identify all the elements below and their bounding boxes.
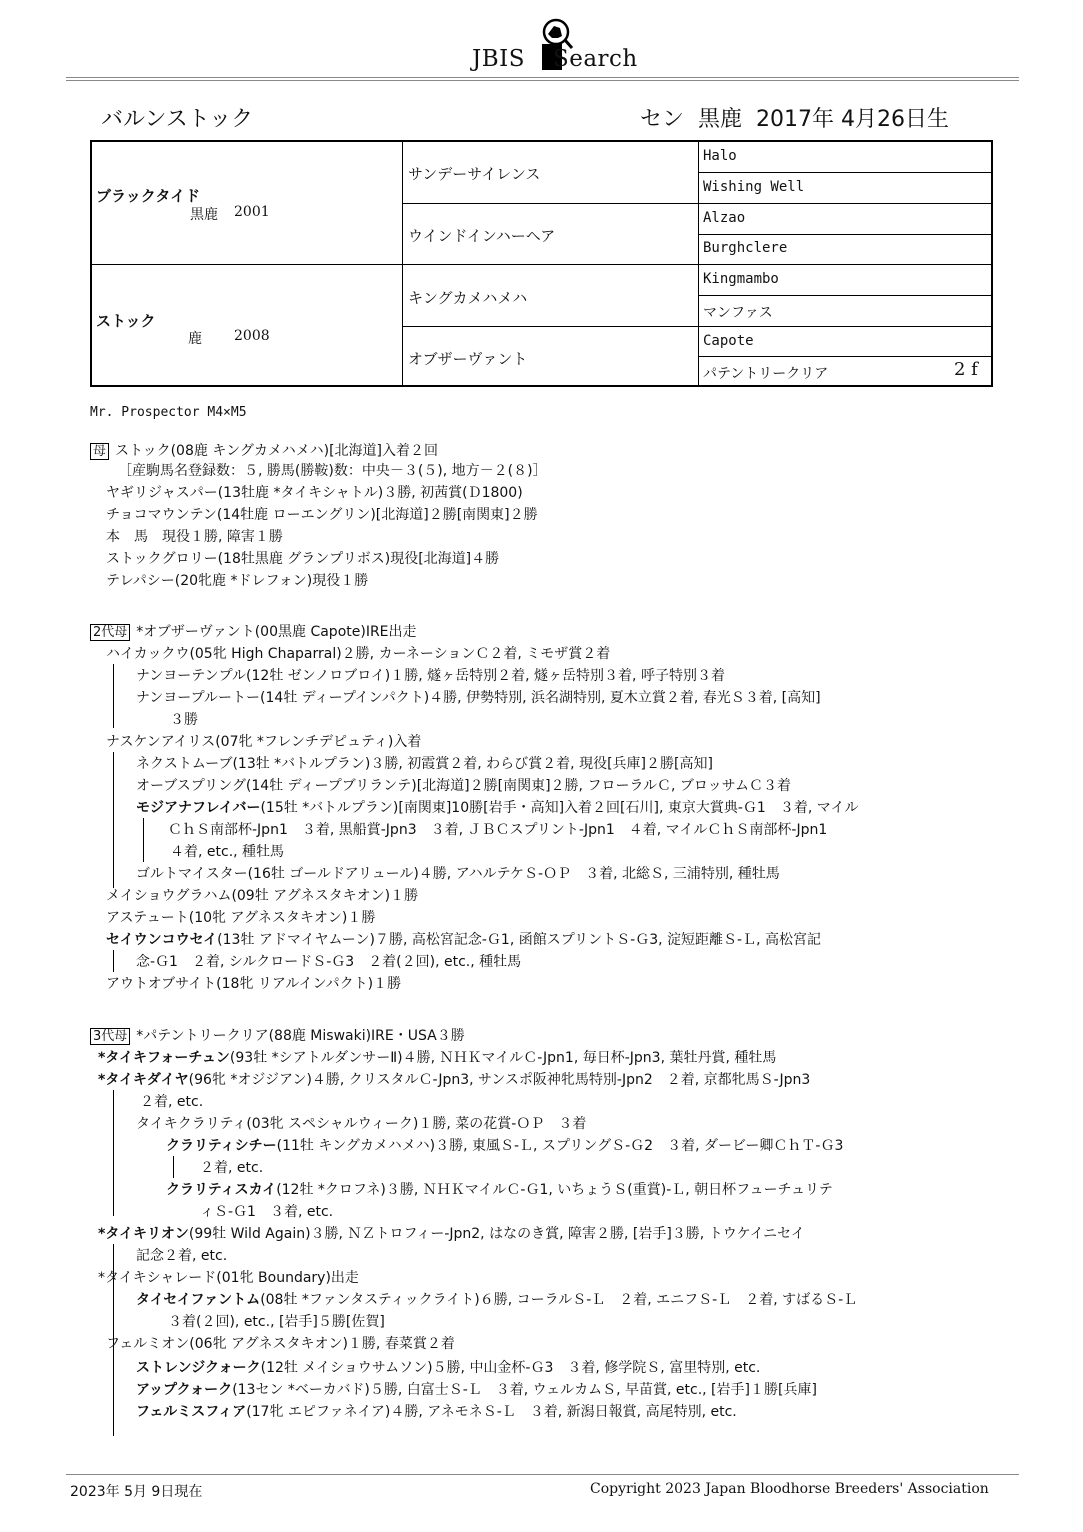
progeny-line: テレパシー(20牝鹿 *ドレフォン)現役１勝	[106, 573, 369, 589]
progeny-line: *タイキシャレード(01牝 Boundary)出走	[98, 1270, 359, 1286]
progeny-line-cont: ＣｈＳ南部杯-Jpn1 ３着, 黒船賞-Jpn3 ３着, ＪＢＣスプリント-Jpn1 ４着, マイルＣｈＳ南部杯-Jpn1	[168, 822, 828, 838]
dam-year: 2008	[234, 328, 270, 344]
label-third-dam: 3代母	[90, 1028, 130, 1045]
progeny-line: フェルミスフィア(17牝 エピファネイア)４勝, アネモネＳ-Ｌ ３着, 新潟日報賞, 高尾特別, etc.	[136, 1404, 737, 1420]
footer-date: 2023年 5月 9日現在	[70, 1484, 203, 1500]
progeny-line-cont: ３着(２回), etc., [岩手]５勝[佐賀]	[168, 1314, 385, 1330]
progeny-line: モジアナフレイバー(15牡 *バトルプラン)[南関東]10勝[岩手・高知]入着２回[石川], 東京大賞典-Ｇ1 ３着, マイル	[136, 800, 859, 816]
progeny-line-cont: ４着, etc., 種牡馬	[170, 844, 285, 860]
horse-birth: 2017年 4月26日生	[756, 107, 950, 132]
progeny-line: ストレンジクォーク(12牡 メイショウサムソン)５勝, 中山金杯-Ｇ3 ３着, 修学院Ｓ, 富里特別, etc.	[136, 1360, 761, 1376]
progeny-line-cont: ３勝	[170, 712, 198, 728]
progeny-line: アップクォーク(13セン *ベーカバド)５勝, 白富士Ｓ-Ｌ ３着, ウェルカムＳ, 早苗賞, etc., [岩手]１勝[兵庫]	[136, 1382, 817, 1398]
dam-name: ストック	[96, 312, 156, 330]
progeny-line: *タイキリオン(99牡 Wild Again)３勝, ＮＺトロフィー-Jpn2, はなのき賞, 障害２勝, [岩手]３勝, トウケイニセイ	[98, 1226, 805, 1242]
dam-dam: オブザーヴァント	[408, 350, 528, 368]
progeny-line: ハイカックウ(05牝 High Chaparral)２勝, カーネーションＣ２着, ミモザ賞２着	[106, 646, 611, 662]
progeny-line: クラリティシチー(11牡 キングカメハメハ)３勝, 東風Ｓ-Ｌ, スプリングＳ-Ｇ2 ３着, ダービー卿ＣｈＴ-Ｇ3	[166, 1138, 844, 1154]
tree-bar	[113, 752, 114, 888]
sire-year: 2001	[234, 204, 270, 220]
progeny-line: *タイキダイヤ(96牝 *オジジアン)４勝, クリスタルＣ-Jpn3, サンスポ阪神牝馬特別-Jpn2 ２着, 京都牝馬Ｓ-Jpn3	[98, 1072, 811, 1088]
progeny-line: チョコマウンテン(14牡鹿 ローエングリン)[北海道]２勝[南関東]２勝	[106, 507, 538, 523]
g3-7: Capote	[703, 333, 754, 349]
tree-bar	[173, 1156, 174, 1178]
dam-color: 鹿	[188, 331, 202, 347]
tree-bar	[113, 1090, 114, 1216]
logo-text-right: Search	[552, 46, 638, 72]
progeny-line: ヤギリジャスパー(13牡鹿 *タイキシャトル)３勝, 初茜賞(Ｄ1800)	[106, 485, 523, 501]
family-number: 2 f	[954, 359, 978, 380]
label-second-dam: 2代母	[90, 624, 130, 641]
progeny-line: ストックグロリー(18牡黒鹿 グランプリボス)現役[北海道]４勝	[106, 551, 500, 567]
g3-2: Wishing Well	[703, 179, 805, 195]
progeny-line: ネクストムーブ(13牡 *バトルプラン)３勝, 初霞賞２着, わらび賞２着, 現役[兵庫]２勝[高知]	[136, 756, 713, 772]
dam-sire: キングカメハメハ	[408, 289, 528, 307]
progeny-line-cont: ィＳ-Ｇ1 ３着, etc.	[200, 1204, 334, 1220]
g3-6: マンファス	[703, 305, 773, 321]
g3-3: Alzao	[703, 210, 746, 226]
progeny-line: オーブスプリング(14牡 ディープブリランテ)[北海道]２勝[南関東]２勝, フローラルＣ, ブロッサムＣ３着	[136, 778, 791, 794]
progeny-line-cont: ２着, etc.	[140, 1094, 204, 1110]
header-rule-top	[66, 77, 1019, 78]
progeny-line: アウトオブサイト(18牝 リアルインパクト)１勝	[106, 976, 402, 992]
tree-bar	[113, 664, 114, 728]
progeny-line: アステュート(10牝 アグネスタキオン)１勝	[106, 910, 376, 926]
horse-info	[640, 102, 949, 133]
progeny-line-cont: 念-Ｇ1 ２着, シルクロードＳ-Ｇ3 ２着(２回), etc., 種牡馬	[136, 954, 522, 970]
sire-dam: ウインドインハーヘア	[408, 227, 556, 245]
dam-progeny-stats: ［産駒馬名登録数：５, 勝馬(勝鞍)数：中央－３(５), 地方－２(８)］	[118, 463, 547, 479]
third-dam-summary: 3代母 *パテントリークリア(88鹿 Miswaki)IRE・USA３勝	[90, 1027, 465, 1045]
horse-name: バルンストック	[101, 107, 254, 132]
g3-4: Burghclere	[703, 240, 788, 256]
sire-name: ブラックタイド	[96, 187, 201, 205]
tree-bar	[113, 950, 114, 972]
footer-copyright: Copyright 2023 Japan Bloodhorse Breeders' Association	[590, 1481, 989, 1497]
horse-color: 黒鹿	[698, 107, 743, 132]
g3-8: パテントリークリア	[703, 366, 829, 382]
second-dam-summary: 2代母 *オブザーヴァント(00黒鹿 Capote)IRE出走	[90, 623, 417, 641]
jbis-search-logo	[472, 16, 642, 76]
progeny-line: ナンヨープルートー(14牡 ディープインパクト)４勝, 伊勢特別, 浜名湖特別, 夏木立賞２着, 春光Ｓ３着, [高知]	[136, 690, 821, 706]
progeny-line: タイキクラリティ(03牝 スペシャルウィーク)１勝, 菜の花賞-ＯＰ ３着	[136, 1116, 587, 1132]
progeny-line: *タイキフォーチュン(93牡 *シアトルダンサーⅡ)４勝, ＮＨＫマイルＣ-Jpn1, 毎日杯-Jpn3, 葉牡丹賞, 種牡馬	[98, 1050, 777, 1066]
label-dam: 母	[90, 443, 109, 460]
header-rule-bottom	[66, 80, 1019, 81]
footer-rule	[66, 1474, 1019, 1475]
progeny-line-cont: ２着, etc.	[200, 1160, 264, 1176]
logo-text-left: JBIS	[472, 46, 525, 72]
progeny-line: フェルミオン(06牝 アグネスタキオン)１勝, 春菜賞２着	[106, 1336, 455, 1352]
progeny-line: クラリティスカイ(12牡 *クロフネ)３勝, ＮＨＫマイルＣ-Ｇ1, いちょうＳ(重賞)-Ｌ, 朝日杯フューチュリテ	[166, 1182, 833, 1198]
pedigree-table	[90, 140, 993, 387]
progeny-line: タイセイファントム(08牡 *ファンタスティックライト)６勝, コーラルＳ-Ｌ ２着, エニフＳ-Ｌ ２着, すばるＳ-Ｌ	[136, 1292, 858, 1308]
horse-sex: セン	[640, 107, 685, 132]
dam-summary: 母 ストック(08鹿 キングカメハメハ)[北海道]入着２回	[90, 442, 438, 460]
sire-color: 黒鹿	[190, 207, 218, 223]
progeny-line: セイウンコウセイ(13牡 アドマイヤムーン)７勝, 高松宮記念-Ｇ1, 函館スプリントＳ-Ｇ3, 淀短距離Ｓ-Ｌ, 高松宮記	[106, 932, 821, 948]
progeny-line: ゴルトマイスター(16牡 ゴールドアリュール)４勝, アハルテケＳ-ＯＰ ３着, 北総Ｓ, 三浦特別, 種牡馬	[136, 866, 780, 882]
progeny-line: ナスケンアイリス(07牝 *フレンチデピュティ)入着	[106, 734, 422, 750]
progeny-line-cont: 記念２着, etc.	[136, 1248, 228, 1264]
inbreeding: Mr. Prospector M4×M5	[90, 405, 247, 420]
sire-sire: サンデーサイレンス	[408, 165, 541, 183]
tree-bar	[143, 818, 144, 862]
g3-1: Halo	[703, 148, 737, 164]
progeny-line: 本 馬 現役１勝, 障害１勝	[106, 529, 283, 545]
progeny-line: ナンヨーテンプル(12牡 ゼンノロブロイ)１勝, 燧ヶ岳特別２着, 燧ヶ岳特別３着, 呼子特別３着	[136, 668, 725, 684]
g3-5: Kingmambo	[703, 271, 779, 287]
progeny-line: メイショウグラハム(09牡 アグネスタキオン)１勝	[106, 888, 419, 904]
